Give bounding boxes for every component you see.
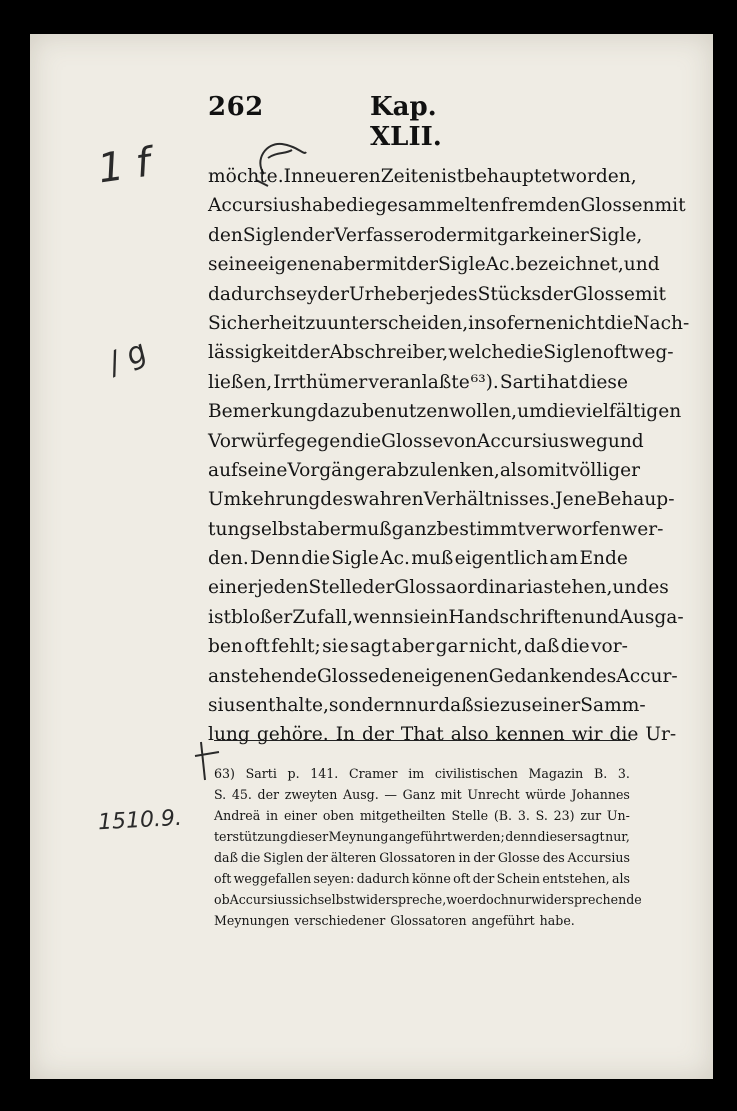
word: sius — [208, 695, 246, 717]
word: am — [549, 548, 579, 570]
text-line — [208, 515, 664, 544]
text-line — [208, 544, 628, 573]
word: Zufall, — [292, 606, 353, 628]
word: eigenen — [257, 254, 333, 276]
word: Magazin — [528, 766, 584, 781]
word: stehen, — [543, 577, 613, 599]
word: Ende — [579, 548, 628, 570]
word: daß — [438, 695, 474, 717]
word: bezeichnet, — [515, 254, 624, 276]
word: der — [257, 787, 280, 802]
word: Handschriften — [448, 606, 584, 628]
word: eigentlich — [454, 548, 549, 570]
word: mit — [465, 224, 497, 246]
word: verschiedener — [294, 913, 386, 928]
word: Glosse — [381, 430, 444, 452]
word: verworfen — [525, 518, 622, 540]
footnote-line — [214, 847, 630, 868]
word: ben — [208, 636, 243, 658]
word: Ganz — [402, 787, 435, 802]
word: sondern — [328, 695, 406, 717]
word: die — [514, 342, 544, 364]
word: einer — [283, 808, 318, 823]
word: aber — [306, 518, 350, 540]
word: abzulenken, — [386, 459, 500, 481]
word: der — [317, 283, 350, 305]
word: gehöre. — [256, 724, 329, 746]
word: zur — [580, 808, 602, 823]
word: Cramer — [348, 766, 398, 781]
text-line — [208, 573, 669, 602]
word: auf — [208, 459, 238, 481]
word: Glosse — [572, 283, 635, 305]
word: dieser — [288, 829, 329, 844]
word: mit — [440, 787, 462, 802]
text-line — [208, 368, 628, 397]
word: die — [352, 430, 382, 452]
word: veranlaßte — [368, 371, 470, 393]
word: muß — [411, 548, 454, 570]
word: gar — [435, 636, 468, 658]
word: sey — [286, 283, 318, 305]
word: Stelle — [308, 577, 363, 599]
word: entstehen, — [542, 871, 610, 886]
word: 3. — [617, 766, 630, 781]
word: Irrthümer — [273, 371, 368, 393]
word: welche — [448, 342, 515, 364]
word: der — [406, 254, 439, 276]
word: Accursius — [208, 195, 301, 217]
word: diese — [578, 371, 628, 393]
word: Sigle, — [588, 224, 643, 246]
text-line — [208, 309, 690, 338]
word: Ac. — [485, 254, 516, 276]
word: p. — [287, 766, 300, 781]
word: keiner — [528, 224, 589, 246]
word: Sarti — [499, 371, 546, 393]
word: bestimmt — [436, 518, 526, 540]
word: aber — [332, 254, 376, 276]
word: der — [362, 577, 395, 599]
page-number: 262 — [208, 92, 264, 122]
word: seine — [237, 459, 288, 481]
word: nur, — [605, 829, 630, 844]
word: ist — [208, 606, 231, 628]
word: der — [362, 724, 394, 746]
word: dazu — [317, 401, 363, 423]
word: benutzen — [362, 401, 450, 423]
word: Verfasser — [334, 224, 423, 246]
word: Siglen — [263, 850, 304, 865]
word: Stelle — [451, 808, 489, 823]
word: dadurch — [356, 871, 410, 886]
word: oft — [244, 636, 270, 658]
word: habe — [300, 195, 347, 217]
word: Meynungen — [214, 913, 290, 928]
word: seine — [208, 254, 258, 276]
margin-annotation-1: 1 f — [95, 139, 154, 193]
text-line — [208, 280, 666, 309]
word: der — [541, 283, 573, 305]
word: aber — [391, 636, 435, 658]
word: wir — [571, 724, 603, 746]
word: wahren — [352, 489, 424, 511]
word: die — [301, 548, 331, 570]
word: Glossatoren — [379, 850, 456, 865]
word: enthalte, — [245, 695, 329, 717]
word: also — [450, 724, 489, 746]
word: Verhältnisses. — [423, 489, 556, 511]
main-text — [208, 162, 690, 750]
word: B. — [593, 766, 608, 781]
word: Glossatoren — [390, 913, 467, 928]
word: Accur- — [616, 665, 678, 687]
word: würde — [525, 787, 566, 802]
word: unterscheiden, — [327, 312, 469, 334]
word: — — [384, 787, 397, 802]
word: sie — [473, 695, 501, 717]
word: also — [499, 459, 538, 481]
word: der — [297, 342, 330, 364]
footnote-line — [214, 889, 642, 910]
word: der — [473, 850, 495, 865]
word: er — [464, 892, 479, 907]
word: Bemerkung — [208, 401, 318, 423]
word: die — [546, 401, 576, 423]
word: weg- — [628, 342, 674, 364]
word: älteren — [330, 850, 377, 865]
word: Accursius — [476, 430, 570, 452]
chapter-heading: Kap. XLII. — [370, 92, 442, 152]
margin-annotation-3: 1510.9. — [97, 805, 183, 836]
word: Siglen — [543, 342, 603, 364]
word: wo — [446, 892, 465, 907]
word: Unrecht — [467, 787, 520, 802]
word: die — [560, 636, 590, 658]
word: ob — [214, 892, 230, 907]
word: zu — [305, 312, 328, 334]
word: oben — [322, 808, 355, 823]
word: Meynung — [328, 829, 389, 844]
word: Accursius — [229, 892, 293, 907]
word: im — [408, 766, 425, 781]
word: jedes — [428, 283, 478, 305]
word: völliger — [568, 459, 641, 481]
word: behauptet — [464, 166, 560, 187]
word: Ausg. — [343, 787, 379, 802]
word: sie — [403, 606, 431, 628]
page-header — [208, 92, 498, 152]
word: gegen — [294, 430, 353, 452]
footnote-separator — [214, 740, 630, 741]
word: gesammelten — [374, 195, 502, 217]
word: nur — [405, 695, 439, 717]
text-line — [208, 662, 678, 691]
word: als — [611, 871, 630, 886]
word: vielfältigen — [575, 401, 682, 423]
word: fehlt; — [271, 636, 321, 658]
word: daß — [524, 636, 560, 658]
text-line — [208, 632, 628, 661]
word: die — [240, 850, 261, 865]
word: sagt — [577, 829, 605, 844]
word: 3. — [517, 808, 530, 823]
word: vor- — [591, 636, 628, 658]
word: 141. — [310, 766, 339, 781]
word: in — [430, 606, 449, 628]
word: Vorwürfe — [208, 430, 295, 452]
word: terstützung — [214, 829, 289, 844]
word: die — [609, 724, 639, 746]
word: und — [583, 606, 620, 628]
word: Ac. — [380, 548, 410, 570]
word: (B. — [493, 808, 513, 823]
word: oft — [214, 871, 232, 886]
word: S. — [535, 808, 548, 823]
word: Glosse — [497, 850, 540, 865]
word: der — [472, 871, 495, 886]
text-line — [208, 720, 677, 749]
word: Zeiten — [380, 166, 442, 187]
word: zweyten — [284, 787, 338, 802]
word: lung — [208, 724, 250, 746]
text-line — [208, 191, 686, 220]
footnote-line — [214, 763, 630, 784]
word: zu — [500, 695, 522, 717]
word: kennen — [495, 724, 565, 746]
footnote-line — [214, 826, 630, 847]
word: Sigle — [438, 254, 486, 276]
word: Sicherheit — [208, 312, 306, 334]
word: mitgetheilten — [359, 808, 446, 823]
word: Glossa — [394, 577, 457, 599]
word: Urheber — [349, 283, 429, 305]
word: Accursius — [567, 850, 630, 865]
word: ⁶³). — [470, 371, 499, 393]
word: die — [604, 312, 634, 334]
word: Schein — [496, 871, 541, 886]
footnote-line — [214, 805, 630, 826]
word: in — [266, 808, 279, 823]
word: dieser — [537, 829, 577, 844]
word: Nach- — [633, 312, 690, 334]
word: That — [400, 724, 444, 746]
word: neueren — [302, 166, 381, 187]
word: und — [607, 430, 644, 452]
text-line — [208, 162, 637, 191]
text-line — [208, 485, 675, 514]
word: oft — [453, 871, 471, 886]
word: seyen: — [313, 871, 355, 886]
word: von — [443, 430, 477, 452]
text-line — [208, 603, 684, 632]
word: Stücks — [477, 283, 541, 305]
word: nicht — [556, 312, 605, 334]
margin-annotation-2: / g — [102, 333, 153, 382]
word: Un- — [606, 808, 630, 823]
word: oder — [422, 224, 466, 246]
word: weg — [569, 430, 608, 452]
word: wollen, — [449, 401, 518, 423]
word: den — [208, 224, 243, 246]
word: des — [320, 489, 353, 511]
word: anstehende — [208, 665, 317, 687]
word: die — [346, 195, 375, 217]
word: widerspreche, — [355, 892, 447, 907]
word: In — [335, 724, 356, 746]
word: fremden — [501, 195, 581, 217]
text-line — [208, 338, 674, 367]
word: Ur- — [645, 724, 677, 746]
word: wer- — [621, 518, 664, 540]
word: um — [517, 401, 547, 423]
word: selbst — [251, 518, 307, 540]
word: Glosse — [316, 665, 380, 687]
word: Ausga- — [619, 606, 684, 628]
text-line — [208, 250, 660, 279]
word: Samm- — [580, 695, 646, 717]
word: Jene — [555, 489, 597, 511]
word: es — [648, 577, 669, 599]
word: doch — [478, 892, 509, 907]
word: des — [542, 850, 565, 865]
word: sagt — [350, 636, 391, 658]
word: worden, — [559, 166, 637, 187]
word: der — [302, 224, 335, 246]
word: Gedanken — [488, 665, 584, 687]
word: sich — [292, 892, 318, 907]
word: In — [283, 166, 303, 187]
word: ließen, — [208, 371, 273, 393]
word: Glossen — [580, 195, 655, 217]
word: einer — [208, 577, 257, 599]
word: in — [458, 850, 471, 865]
word: oft — [602, 342, 629, 364]
word: civilistischen — [434, 766, 518, 781]
word: denn — [505, 829, 537, 844]
word: Abschreiber, — [329, 342, 449, 364]
word: 45. — [231, 787, 252, 802]
word: seiner — [521, 695, 581, 717]
word: weggefallen — [233, 871, 312, 886]
word: mit — [537, 459, 569, 481]
word: ist — [441, 166, 465, 187]
word: den. — [208, 548, 249, 570]
word: Vorgänger — [287, 459, 386, 481]
word: habe. — [539, 913, 575, 928]
word: ganz — [391, 518, 437, 540]
word: insoferne — [468, 312, 557, 334]
text-line — [208, 691, 646, 720]
word: widersprechende — [531, 892, 642, 907]
footnote-line — [214, 868, 630, 889]
word: bloßer — [230, 606, 293, 628]
word: den — [379, 665, 414, 687]
word: Johannes — [571, 787, 630, 802]
word: dadurch — [208, 283, 287, 305]
word: angeführt — [389, 829, 453, 844]
word: daß — [214, 850, 238, 865]
text-line — [208, 427, 644, 456]
word: nicht, — [468, 636, 523, 658]
word: mit — [375, 254, 407, 276]
text-line — [208, 221, 643, 250]
word: und — [623, 254, 660, 276]
footnote — [214, 763, 642, 931]
word: Umkehrung — [208, 489, 321, 511]
word: 63) — [214, 766, 235, 781]
word: werden; — [452, 829, 505, 844]
word: tung — [208, 518, 252, 540]
word: selbst — [317, 892, 356, 907]
word: hat — [546, 371, 578, 393]
footnote-line — [214, 784, 630, 805]
word: Denn — [250, 548, 300, 570]
text-line — [208, 456, 641, 485]
word: Sarti — [245, 766, 277, 781]
word: wenn — [353, 606, 404, 628]
word: muß — [349, 518, 392, 540]
word: des — [583, 665, 617, 687]
word: gar — [496, 224, 529, 246]
word: eigenen — [413, 665, 489, 687]
word: der — [306, 850, 328, 865]
word: mit — [654, 195, 686, 217]
word: Behaup- — [596, 489, 675, 511]
word: Sigle — [331, 548, 379, 570]
footnote-line — [214, 910, 630, 931]
word: ordinaria — [456, 577, 544, 599]
word: möchte. — [208, 166, 284, 187]
word: Siglen — [242, 224, 303, 246]
word: angeführt — [471, 913, 535, 928]
text-line — [208, 397, 682, 426]
word: S. — [214, 787, 227, 802]
word: nur — [508, 892, 532, 907]
word: lässigkeit — [208, 342, 298, 364]
word: und — [612, 577, 649, 599]
word: sie — [322, 636, 349, 658]
word: jeden — [256, 577, 309, 599]
word: könne — [411, 871, 451, 886]
word: Andreä — [214, 808, 261, 823]
word: mit — [634, 283, 666, 305]
word: 23) — [553, 808, 575, 823]
